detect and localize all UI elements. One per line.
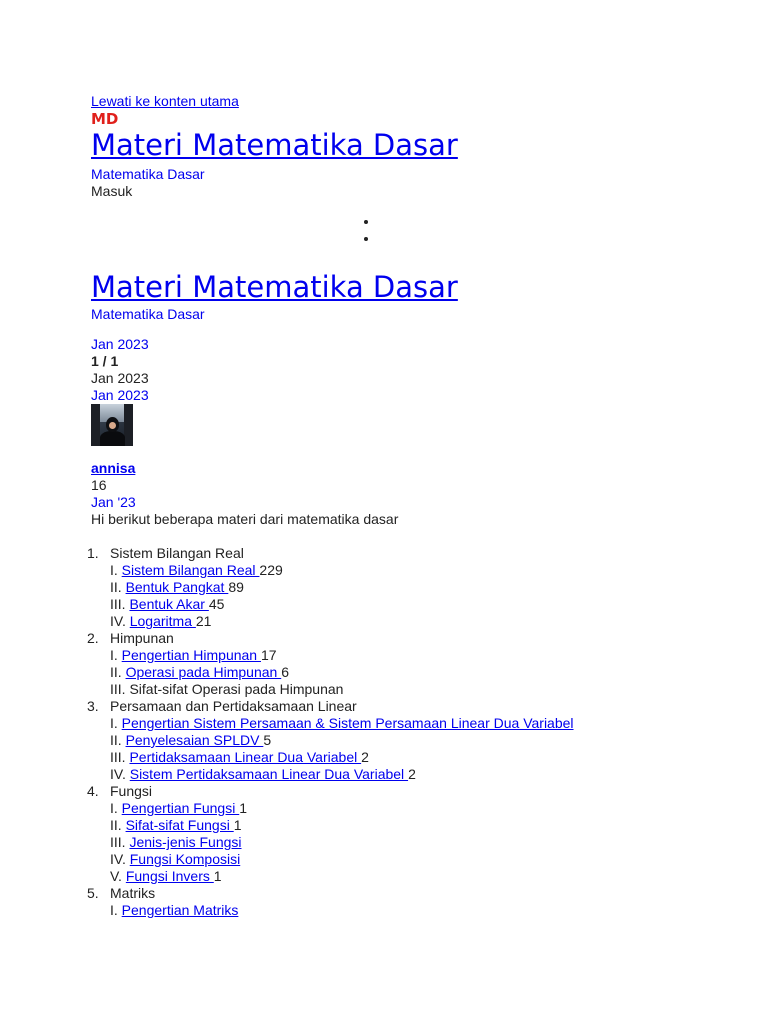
more-options-icon[interactable] [360,220,372,254]
post-number: 16 [91,477,107,493]
sub-prefix: III. [110,749,126,765]
link-count: 21 [195,613,212,629]
timeline-current-date: Jan 2023 [91,370,149,386]
sub-prefix: IV. [110,766,126,782]
link-count: 5 [263,732,272,748]
link-count: 1 [233,817,242,833]
material-text: Sifat-sifat Operasi pada Himpunan [129,681,344,697]
topic-category-link[interactable]: Matematika Dasar [91,306,205,322]
sub-prefix: II. [110,579,122,595]
list-item [87,545,711,630]
list-item [87,630,711,698]
link-count: 2 [361,749,369,765]
sub-prefix: IV. [110,613,126,629]
sub-prefix: I. [110,562,118,578]
dot-icon [364,237,368,241]
list-item [87,885,711,919]
link-count: 1 [239,800,247,816]
material-link[interactable]: Pertidaksamaan Linear Dua Variabel [129,749,362,765]
material-link[interactable]: Operasi pada Himpunan [125,664,282,680]
sub-prefix: II. [110,664,122,680]
avatar-frame-left [91,404,100,446]
link-count: 89 [228,579,244,595]
topic-area [87,270,711,919]
sub-prefix: III. [110,681,126,697]
site-logo[interactable]: MD [91,110,119,128]
login-button[interactable]: Masuk [91,183,133,199]
post-intro-text: Hi berikut beberapa materi dari matematika dasar [91,511,399,527]
sub-prefix: III. [110,834,126,850]
post-author-link[interactable]: annisa [91,460,136,476]
sub-prefix: II. [110,732,122,748]
avatar-body [100,431,125,446]
material-link[interactable]: Penyelesaian SPLDV [125,732,264,748]
link-count: 6 [281,664,290,680]
link-count: 2 [408,766,416,782]
link-count: 17 [260,647,277,663]
dot-icon [364,220,368,224]
sub-prefix: I. [110,647,118,663]
sub-prefix: I. [110,902,118,918]
avatar-face [109,422,116,429]
timeline-end-date[interactable]: Jan 2023 [91,387,149,403]
material-link[interactable]: Sifat-sifat Fungsi [125,817,234,833]
material-link[interactable]: Sistem Bilangan Real [121,562,260,578]
sub-prefix: I. [110,800,118,816]
site-header [91,93,711,200]
section-title: Persamaan dan Pertidaksamaan Linear [110,698,357,714]
material-link[interactable]: Pengertian Sistem Persamaan & Sistem Persamaan Linear Dua Variabel [121,715,574,731]
list-item [87,783,711,885]
list-number: 3. [87,698,99,714]
material-link[interactable]: Bentuk Pangkat [125,579,229,595]
material-link[interactable]: Logaritma [129,613,196,629]
sub-prefix: I. [110,715,118,731]
site-subtitle-link[interactable]: Matematika Dasar [91,166,205,182]
post-date-link[interactable]: Jan '23 [91,494,136,510]
material-link[interactable]: Jenis-jenis Fungsi [129,834,242,850]
list-number: 5. [87,885,99,901]
section-title: Himpunan [110,630,174,646]
materials-list [87,545,711,919]
section-title: Sistem Bilangan Real [110,545,244,561]
material-link[interactable]: Pengertian Himpunan [121,647,261,663]
list-number: 4. [87,783,99,799]
material-link[interactable]: Fungsi Invers [125,868,214,884]
section-title: Fungsi [110,783,153,799]
site-title-link[interactable]: Materi Matematika Dasar [91,128,458,162]
link-count: 229 [259,562,283,578]
skip-to-content-link[interactable]: Lewati ke konten utama [91,93,239,109]
sub-prefix: V. [110,868,122,884]
material-link[interactable]: Bentuk Akar [129,596,209,612]
avatar-frame-right [124,404,133,446]
material-link[interactable]: Pengertian Matriks [121,902,239,918]
list-number: 2. [87,630,99,646]
topic-title-link[interactable]: Materi Matematika Dasar [91,270,458,304]
sub-prefix: IV. [110,851,126,867]
link-count: 45 [208,596,225,612]
section-title: Matriks [110,885,156,901]
timeline-progress: 1 / 1 [91,353,119,369]
list-item [87,698,711,783]
avatar[interactable] [91,404,133,446]
sub-prefix: II. [110,817,122,833]
link-count: 1 [213,868,222,884]
material-link[interactable]: Sistem Pertidaksamaan Linear Dua Variabel [129,766,409,782]
material-link[interactable]: Fungsi Komposisi [129,851,241,867]
timeline-start-date[interactable]: Jan 2023 [91,336,149,352]
material-link[interactable]: Pengertian Fungsi [121,800,240,816]
list-number: 1. [87,545,99,561]
sub-prefix: III. [110,596,126,612]
